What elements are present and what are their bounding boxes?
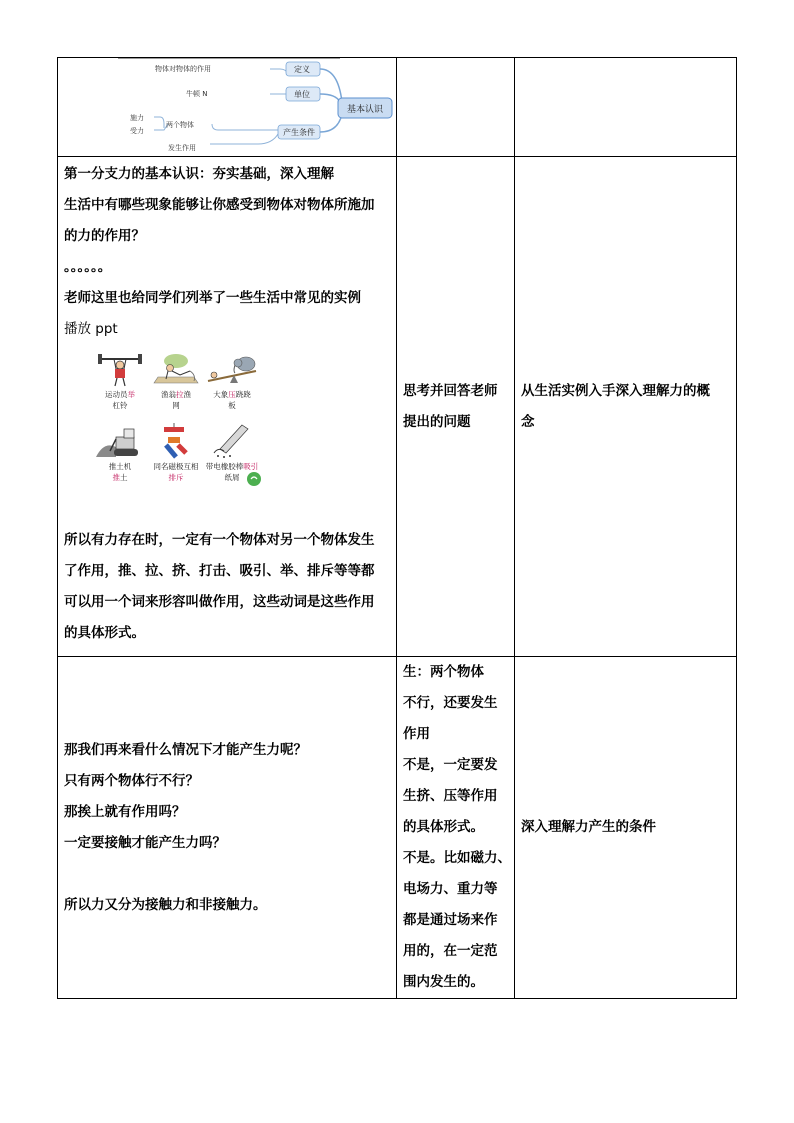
mindmap-leaf-definition: 物体对物体的作用 bbox=[155, 65, 211, 73]
student-answer-line: 不是。比如磁力、 bbox=[403, 850, 511, 866]
student-activity-text: 思考并回答老师 bbox=[403, 383, 498, 399]
caption-highlight: 拉 bbox=[176, 390, 184, 399]
caption-highlight: 排斥 bbox=[168, 473, 184, 482]
mindmap-leaf-two-objects: 两个物体 bbox=[166, 121, 194, 129]
table-row bbox=[58, 58, 737, 157]
empty-cell bbox=[515, 58, 737, 157]
bulldozer-icon bbox=[94, 423, 146, 459]
caption-text: 板 bbox=[228, 401, 236, 410]
mindmap-leaf-interaction: 发生作用 bbox=[168, 144, 196, 152]
caption-text: 推土机 bbox=[108, 462, 132, 471]
student-answer-line: 都是通过场来作 bbox=[403, 912, 498, 928]
example-weightlifter bbox=[92, 351, 148, 423]
caption-text: 网 bbox=[172, 401, 180, 410]
example-magnets bbox=[148, 423, 204, 495]
caption-text: 渔翁 bbox=[161, 390, 176, 399]
rubber-rod-icon bbox=[206, 423, 258, 459]
student-activity-cell bbox=[397, 157, 515, 657]
caption-highlight: 压 bbox=[228, 390, 236, 399]
design-intent-text: 念 bbox=[521, 414, 535, 430]
teaching-content-cell bbox=[58, 157, 397, 657]
caption-text: 大象 bbox=[213, 390, 229, 399]
example-rubber-rod bbox=[204, 423, 260, 495]
caption-text: 渔 bbox=[183, 390, 191, 399]
student-answer-line: 作用 bbox=[403, 726, 430, 742]
table-row bbox=[58, 657, 737, 999]
student-answer-line: 不是，一定要发 bbox=[403, 757, 498, 773]
student-answer-line: 生：两个物体 bbox=[403, 664, 484, 680]
summary-text: 了作用，推、拉、挤、打击、吸引、举、排斥等等都 bbox=[64, 563, 375, 579]
example-bulldozer bbox=[92, 423, 148, 495]
mindmap-cell bbox=[58, 58, 397, 157]
caption-text: 同名磁极互相 bbox=[153, 462, 199, 471]
student-answer-line: 生挤、压等作用 bbox=[403, 788, 498, 804]
student-answer-line: 用的，在一定范 bbox=[403, 943, 498, 959]
student-answer-line: 电场力、重力等 bbox=[403, 881, 498, 897]
mindmap-leaf-applier: 施力 bbox=[130, 114, 144, 122]
section-title: 第一分支力的基本认识：夯实基础，深入理解 bbox=[64, 166, 334, 182]
student-answer-line: 不行，还要发生 bbox=[403, 695, 498, 711]
caption-highlight: 吸引 bbox=[243, 462, 259, 471]
question-text: 生活中有哪些现象能够让你感受到物体对物体所施加 bbox=[64, 197, 375, 213]
caption-text: 纸屑 bbox=[224, 473, 240, 482]
summary-text: 所以有力存在时，一定有一个物体对另一个物体发生 bbox=[64, 532, 375, 548]
ellipsis-dots: 。。。。。。 bbox=[64, 259, 112, 275]
summary-text: 的具体形式。 bbox=[64, 625, 145, 641]
caption-text: 杠铃 bbox=[112, 401, 128, 410]
caption-text: 跷跷 bbox=[235, 390, 251, 399]
summary-text: 可以用一个词来形容叫做作用，这些动词是这些作用 bbox=[64, 594, 375, 610]
caption-text: 运动员 bbox=[105, 390, 128, 399]
question-text: 那我们再来看什么情况下才能产生力呢？ bbox=[64, 742, 307, 758]
student-answer-line: 围内发生的。 bbox=[403, 974, 484, 990]
caption-text: 土 bbox=[120, 473, 128, 482]
weightlifter-icon bbox=[94, 351, 146, 387]
design-intent-cell bbox=[515, 657, 737, 999]
empty-cell bbox=[397, 58, 515, 157]
mindmap-leaf-receiver: 受力 bbox=[130, 127, 144, 135]
question-text: 那挨上就有作用吗？ bbox=[64, 804, 186, 820]
conclusion-text: 所以力又分为接触力和非接触力。 bbox=[64, 897, 267, 913]
teaching-content-cell bbox=[58, 657, 397, 999]
force-mindmap bbox=[58, 58, 396, 156]
mindmap-root: 基本认识 bbox=[347, 105, 384, 115]
fisherman-icon bbox=[150, 351, 202, 387]
lesson-plan-table bbox=[57, 57, 737, 999]
caption-highlight: 举 bbox=[127, 390, 135, 399]
student-activity-cell bbox=[397, 657, 515, 999]
question-text: 一定要接触才能产生力吗？ bbox=[64, 835, 226, 851]
mindmap-diagram bbox=[58, 58, 396, 156]
student-answer-line: 的具体形式。 bbox=[403, 819, 484, 835]
design-intent-text: 从生活实例入手深入理解力的概 bbox=[521, 383, 710, 399]
design-intent-text: 深入理解力产生的条件 bbox=[521, 819, 656, 835]
caption-highlight: 推 bbox=[112, 473, 120, 482]
magnets-icon bbox=[150, 423, 202, 459]
mindmap-node-definition: 定义 bbox=[294, 65, 310, 74]
caption-text: 带电橡胶棒 bbox=[205, 462, 244, 471]
example-elephant bbox=[204, 351, 260, 423]
table-row bbox=[58, 157, 737, 657]
mindmap-node-unit: 单位 bbox=[294, 90, 310, 99]
teacher-text: 老师这里也给同学们列举了一些生活中常见的实例 bbox=[64, 290, 361, 306]
elephant-icon bbox=[206, 351, 258, 387]
example-pictures bbox=[92, 351, 262, 501]
student-activity-text: 提出的问题 bbox=[403, 414, 471, 430]
question-text: 只有两个物体行不行？ bbox=[64, 773, 199, 789]
play-ppt-text: 播放 ppt bbox=[64, 321, 118, 337]
green-circle-icon bbox=[246, 471, 262, 487]
mindmap-node-condition: 产生条件 bbox=[283, 128, 315, 137]
design-intent-cell bbox=[515, 157, 737, 657]
mindmap-leaf-unit: 牛顿 N bbox=[186, 90, 208, 98]
example-fisherman bbox=[148, 351, 204, 423]
question-text: 的力的作用？ bbox=[64, 228, 145, 244]
